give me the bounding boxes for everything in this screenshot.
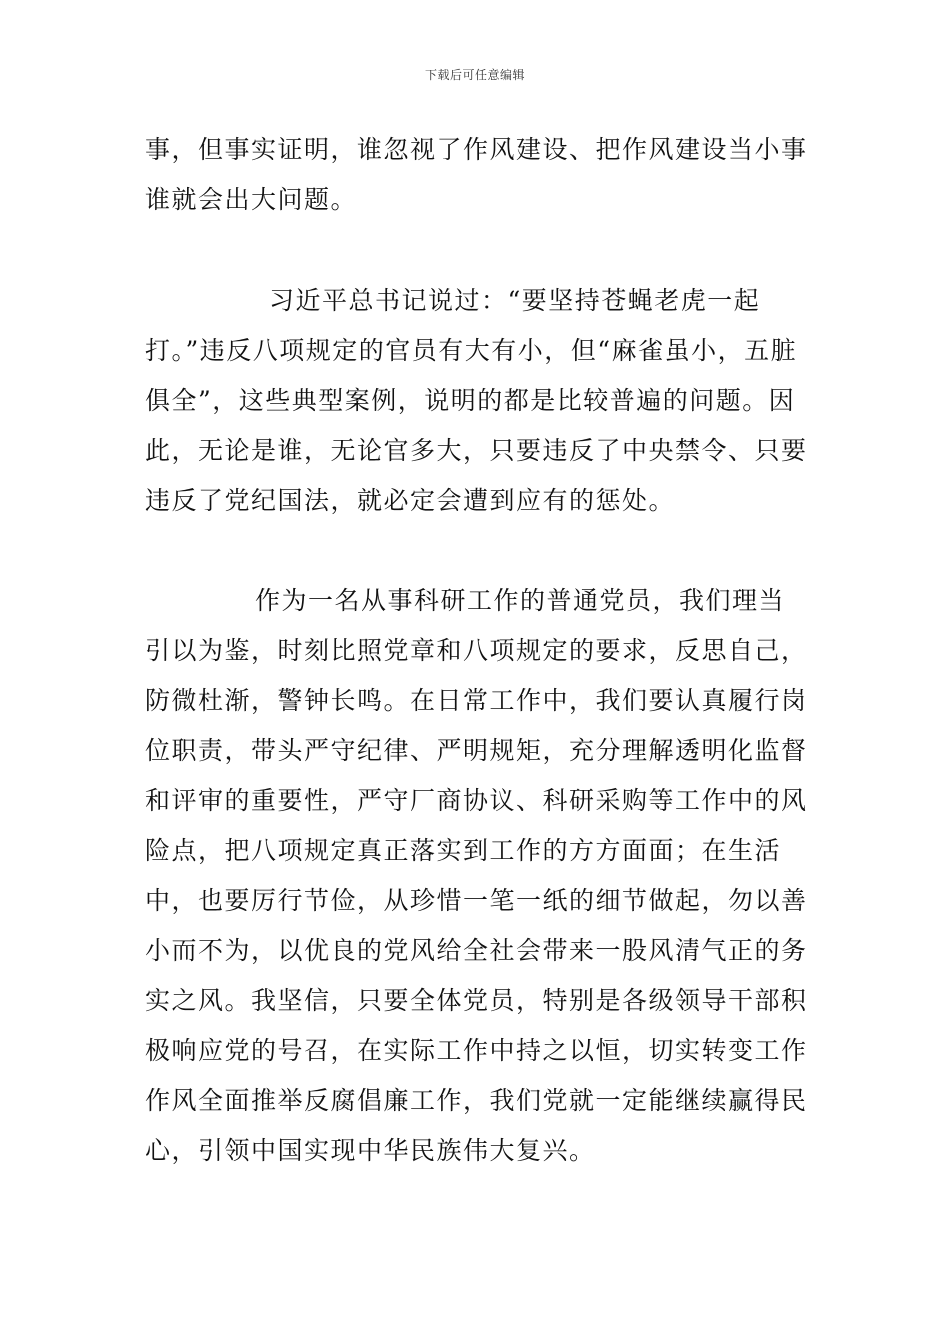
paragraph-2-text: 习近平总书记说过：“要坚持苍蝇老虎一起打。”违反八项规定的官员有大有小，但“麻雀虽小，五脏俱全”，这些典型案例，说明的都是比较普遍的问题。因此，无论是谁，无论官多大，只要违反了中央禁令、只要违反了党纪国法，就必定会遭到应有的惩处。 [145,286,808,515]
paragraph-3 [145,576,810,1176]
paragraph-1 [145,125,810,225]
page-header-note: 下载后可任意编辑 [424,68,525,82]
paragraph-3-text: 作为一名从事科研工作的普通党员，我们理当引以为鉴，时刻比照党章和八项规定的要求，反思自己，防微杜渐，警钟长鸣。在日常工作中，我们要认真履行岗位职责，带头严守纪律、严明规矩，充分理解透明化监督和评审的重要性，严守厂商协议、科研采购等工作中的风险点，把八项规定真正落实到工作的方方面面；在生活中，也要厉行节俭，从珍惜一笔一纸的细节做起，勿以善小而不为，以优良的党风给全社会带来一股风清气正的务实之风。我坚信，只要全体党员，特别是各级领导干部积极响应党的号召，在实际工作中持之以恒，切实转变工作作风全面推举反腐倡廉工作，我们党就一定能继续赢得民心，引领中国实现中华民族伟大复兴。 [145,586,808,1165]
paragraph-1-text: 事，但事实证明，谁忽视了作风建设、把作风建设当小事谁就会出大问题。 [145,135,808,214]
paragraph-2 [145,276,810,526]
